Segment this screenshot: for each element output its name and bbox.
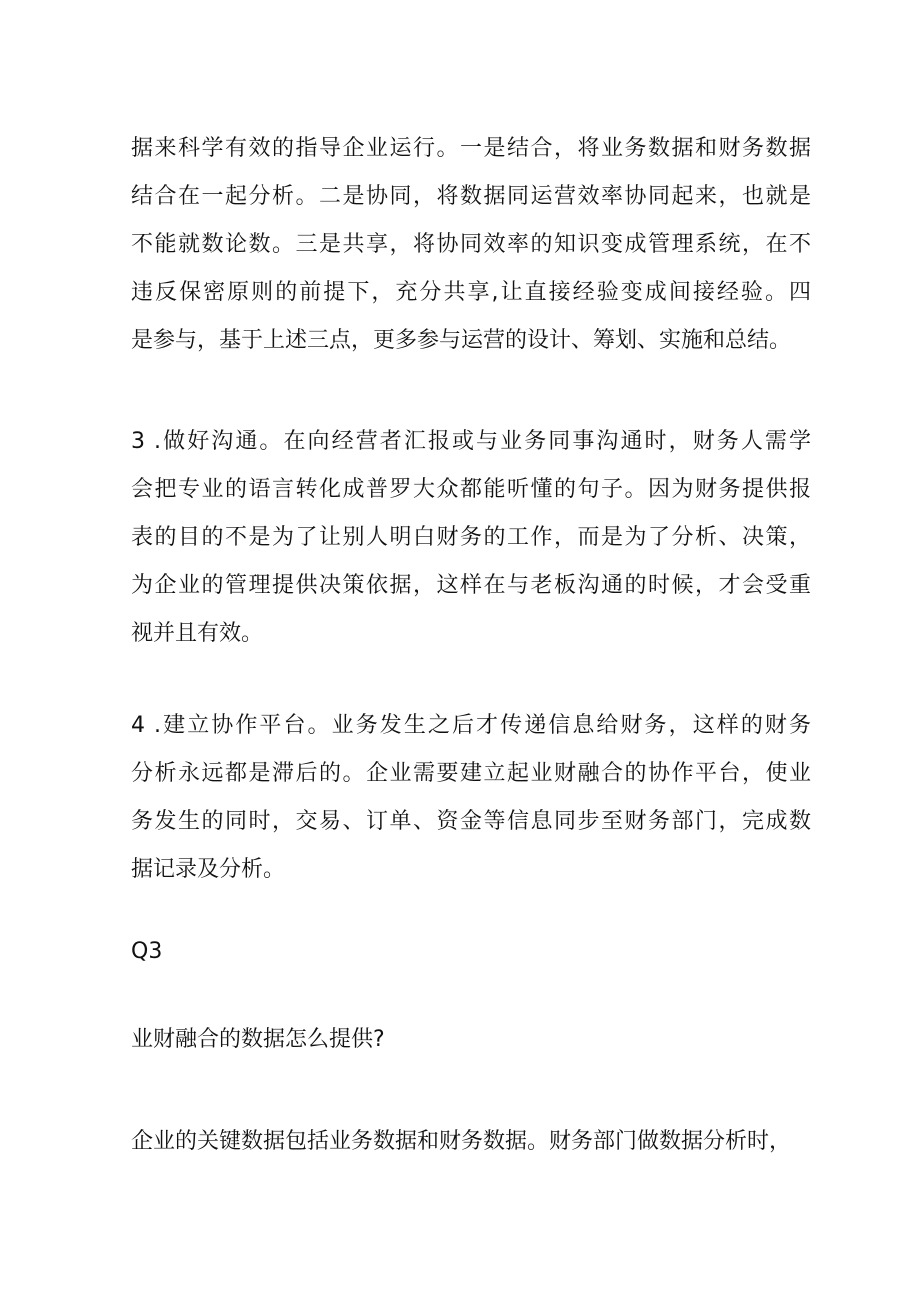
paragraph-communication [131, 418, 811, 658]
text-line: 视并且有效。 [131, 621, 264, 646]
question-label: Q3 [131, 939, 163, 964]
paragraph-collaboration-platform [131, 702, 811, 894]
text-line: 不能就数论数。三是共享，将协同效率的知识变成管理系统，在不 [131, 232, 811, 257]
paragraph-data-guidance [131, 125, 811, 365]
text-line: 3 .做好沟通。在向经营者汇报或与业务同事沟通时，财务人需学 [131, 429, 811, 454]
paragraph-key-data [131, 1118, 811, 1166]
text-line: 据来科学有效的指导企业运行。一是结合，将业务数据和财务数据 [131, 136, 811, 161]
text-line: 是参与，基于上述三点，更多参与运营的设计、筹划、实施和总结。 [131, 328, 792, 353]
text-line: 4 .建立协作平台。业务发生之后才传递信息给财务，这样的财务 [131, 713, 811, 738]
text-line: 结合在一起分析。二是协同，将数据同运营效率协同起来，也就是 [131, 184, 811, 209]
text-line: 务发生的同时，交易、订单、资金等信息同步至财务部门，完成数 [131, 809, 811, 834]
text-line: 据记录及分析。 [131, 857, 286, 882]
text-line: 分析永远都是滞后的。企业需要建立起业财融合的协作平台，使业 [131, 761, 811, 786]
question-heading: 业财融合的数据怎么提供? [131, 1027, 385, 1052]
text-line: 企业的关键数据包括业务数据和财务数据。财务部门做数据分析时， [131, 1129, 792, 1154]
text-line: 会把专业的语言转化成普罗大众都能听懂的句子。因为财务提供报 [131, 477, 811, 502]
text-line: 为企业的管理提供决策依据，这样在与老板沟通的时候，才会受重 [131, 573, 811, 598]
text-line: 表的目的不是为了让别人明白财务的工作，而是为了分析、决策， [131, 525, 811, 550]
text-line: 违反保密原则的前提下，充分共享,让直接经验变成间接经验。四 [131, 280, 811, 305]
